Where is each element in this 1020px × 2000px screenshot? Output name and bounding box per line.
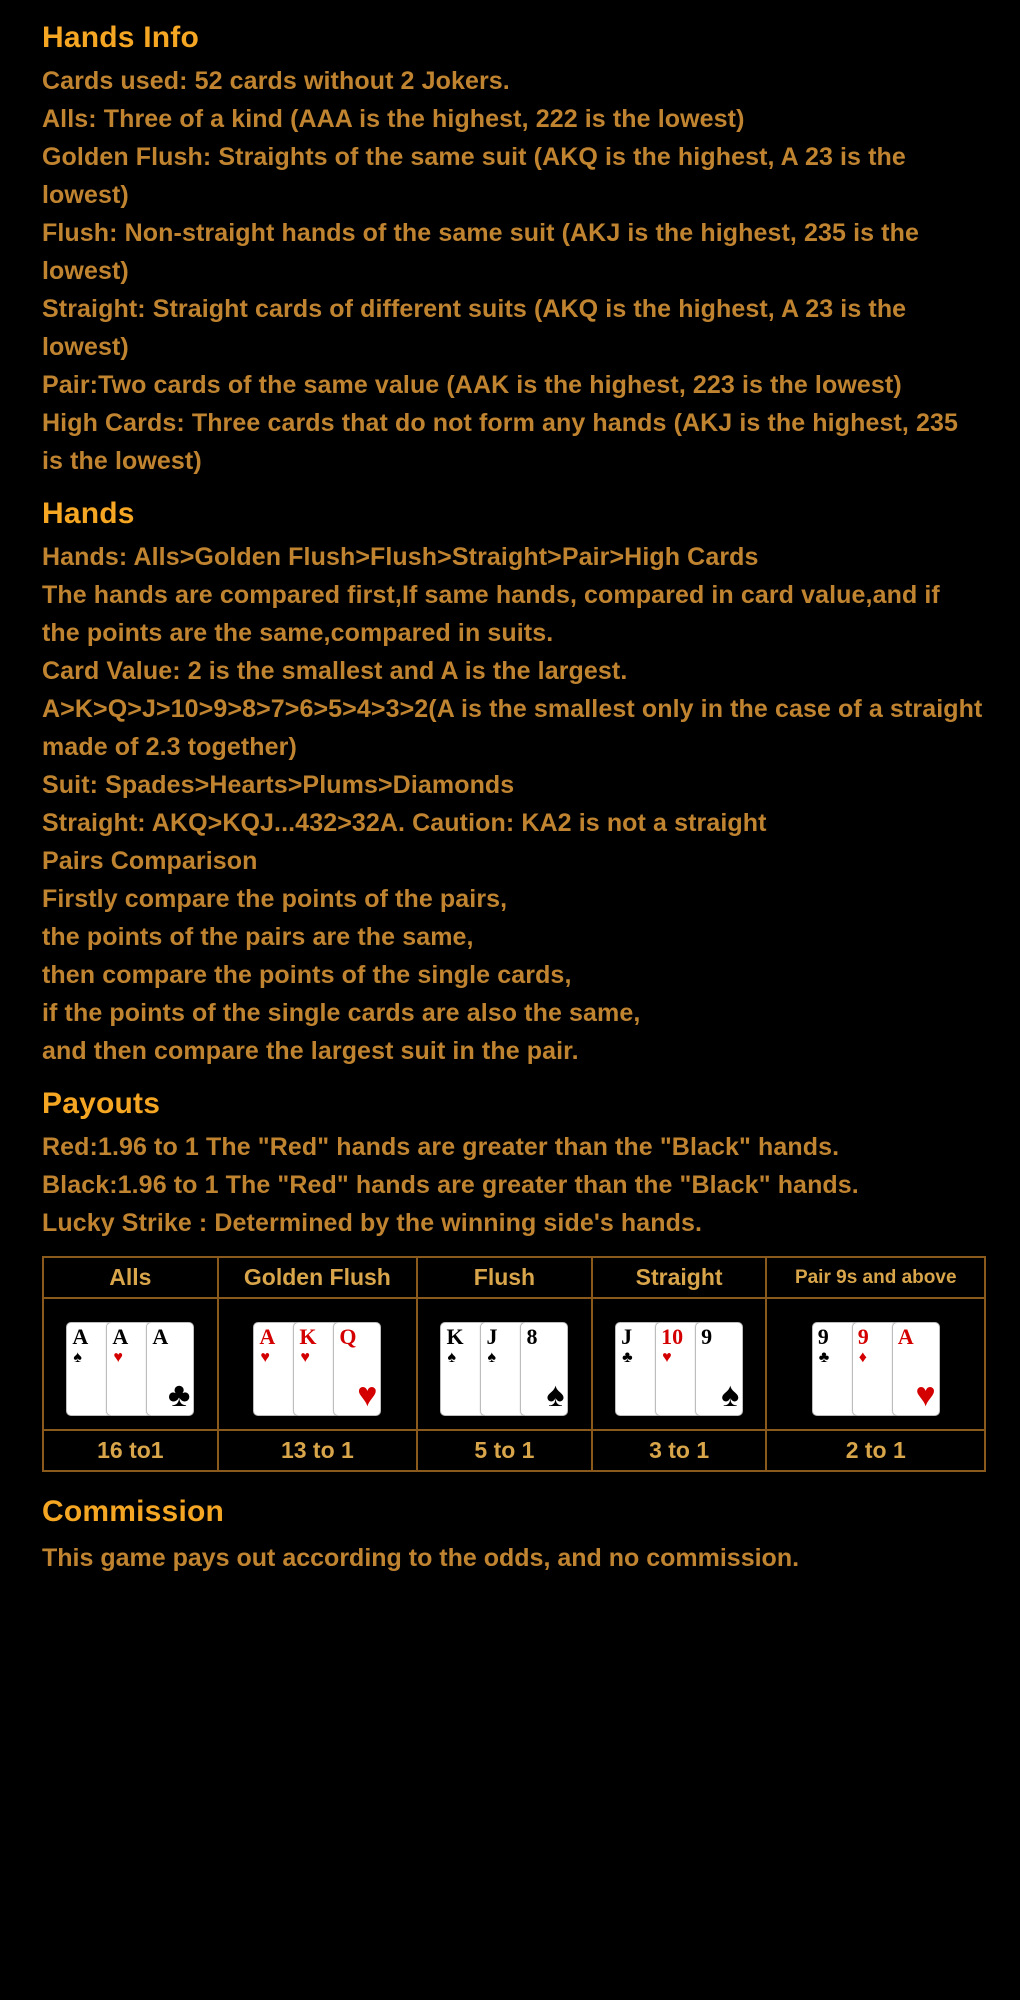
hands-info-lines (42, 62, 984, 480)
hands-line: Firstly compare the points of the pairs, (42, 885, 508, 913)
hands-line: The hands are compared first,If same hands, compared in card value,and if the points are the same,compared in suits. (42, 581, 940, 647)
payout-table-header-row (43, 1257, 985, 1298)
payouts-line: Black:1.96 to 1 The "Red" hands are greater than the "Black" hands. (42, 1171, 859, 1199)
hands-line: Hands: Alls>Golden Flush>Flush>Straight>Pair>High Cards (42, 543, 759, 571)
hands-info-line: Alls: Three of a kind (AAA is the highest, 222 is the lowest) (42, 105, 745, 133)
card-rank: K (299, 1324, 317, 1349)
hands-line: Suit: Spades>Hearts>Plums>Diamonds (42, 771, 515, 799)
alls-hand (46, 1312, 215, 1416)
payout-header-straight: Straight (592, 1257, 767, 1298)
payouts-lines (42, 1128, 984, 1242)
playing-card (695, 1322, 743, 1416)
hands-lines (42, 538, 984, 1070)
hands-line: Pairs Comparison (42, 847, 258, 875)
payout-cards-alls (43, 1298, 218, 1430)
spade-icon: ♠ (546, 1376, 565, 1414)
spacer (42, 482, 984, 490)
payout-cards-straight (592, 1298, 767, 1430)
payout-header-flush: Flush (417, 1257, 592, 1298)
heart-icon: ♥ (300, 1349, 310, 1366)
payout-odds-alls: 16 to1 (43, 1430, 218, 1471)
playing-card (333, 1322, 381, 1416)
payout-cards-flush (417, 1298, 592, 1430)
card-rank: J (486, 1324, 498, 1349)
payout-odds-pair: 2 to 1 (766, 1430, 985, 1471)
payout-header-alls: Alls (43, 1257, 218, 1298)
payout-odds-golden-flush: 13 to 1 (218, 1430, 417, 1471)
card-rank: Q (339, 1324, 357, 1349)
hands-line: Card Value: 2 is the smallest and A is the largest. A>K>Q>J>10>9>8>7>6>5>4>3>2(A is the smallest only in the case of a straight made of 2.3 together) (42, 657, 983, 761)
hands-title: Hands (42, 497, 135, 530)
card-rank: A (152, 1324, 169, 1349)
card-rank: 8 (526, 1324, 538, 1349)
spade-icon: ♠ (447, 1349, 456, 1366)
commission-text: This game pays out according to the odds, and no commission. (42, 1544, 800, 1572)
payouts-title: Payouts (42, 1087, 161, 1120)
hands-info-line: Golden Flush: Straights of the same suit (AKQ is the highest, A 23 is the lowest) (42, 143, 906, 209)
playing-card (520, 1322, 568, 1416)
heart-icon: ♥ (357, 1376, 378, 1414)
straight-hand (595, 1312, 764, 1416)
card-rank: 10 (661, 1324, 684, 1349)
payout-table-cards-row (43, 1298, 985, 1430)
hands-line: the points of the pairs are the same, (42, 923, 474, 951)
payout-table-odds-row (43, 1430, 985, 1471)
card-rank: A (72, 1324, 89, 1349)
payouts-line: Red:1.96 to 1 The "Red" hands are greater than the "Black" hands. (42, 1133, 840, 1161)
heart-icon: ♥ (113, 1349, 123, 1366)
spade-icon: ♠ (721, 1376, 740, 1414)
card-rank: A (112, 1324, 129, 1349)
card-rank: A (897, 1324, 914, 1349)
hands-info-line: High Cards: Three cards that do not form any hands (AKJ is the highest, 235 is the lowest) (42, 409, 958, 475)
payout-header-pair: Pair 9s and above (766, 1257, 985, 1298)
payout-header-golden-flush: Golden Flush (218, 1257, 417, 1298)
card-rank: 9 (701, 1324, 713, 1349)
commission-title: Commission (42, 1495, 225, 1528)
hands-info-line: Cards used: 52 cards without 2 Jokers. (42, 67, 510, 95)
heart-icon: ♥ (915, 1376, 936, 1414)
hands-info-line: Flush: Non-straight hands of the same suit (AKJ is the highest, 235 is the lowest) (42, 219, 919, 285)
spacer (42, 1472, 984, 1488)
card-rank: 9 (817, 1324, 829, 1349)
hands-line: Straight: AKQ>KQJ...432>32A. Caution: KA2 is not a straight (42, 809, 767, 837)
pair-hand (769, 1312, 982, 1416)
card-rank: A (259, 1324, 276, 1349)
hands-line: then compare the points of the single cards, (42, 961, 572, 989)
card-rank: 9 (857, 1324, 869, 1349)
spade-icon: ♠ (73, 1349, 82, 1366)
payout-table (42, 1256, 986, 1472)
payout-odds-straight: 3 to 1 (592, 1430, 767, 1471)
playing-card (892, 1322, 940, 1416)
golden-flush-hand (221, 1312, 414, 1416)
club-icon: ♣ (622, 1349, 633, 1366)
heart-icon: ♥ (662, 1349, 672, 1366)
payout-cards-pair (766, 1298, 985, 1430)
hands-line: if the points of the single cards are also the same, (42, 999, 641, 1027)
flush-hand (420, 1312, 589, 1416)
card-rank: K (446, 1324, 464, 1349)
payouts-line: Lucky Strike : Determined by the winning side's hands. (42, 1209, 703, 1237)
hands-info-line: Straight: Straight cards of different suits (AKQ is the highest, A 23 is the lowest) (42, 295, 907, 361)
club-icon: ♣ (168, 1376, 191, 1414)
club-icon: ♣ (818, 1349, 830, 1366)
hands-info-line: Pair:Two cards of the same value (AAK is the highest, 223 is the lowest) (42, 371, 902, 399)
playing-card (146, 1322, 194, 1416)
diamond-icon: ♦ (858, 1349, 867, 1366)
payout-cards-golden-flush (218, 1298, 417, 1430)
hands-line: and then compare the largest suit in the pair. (42, 1037, 579, 1065)
heart-icon: ♥ (260, 1349, 270, 1366)
card-rank: J (621, 1324, 633, 1349)
payout-odds-flush: 5 to 1 (417, 1430, 592, 1471)
spacer (42, 1072, 984, 1080)
spade-icon: ♠ (487, 1349, 496, 1366)
hands-info-title: Hands Info (42, 21, 199, 54)
